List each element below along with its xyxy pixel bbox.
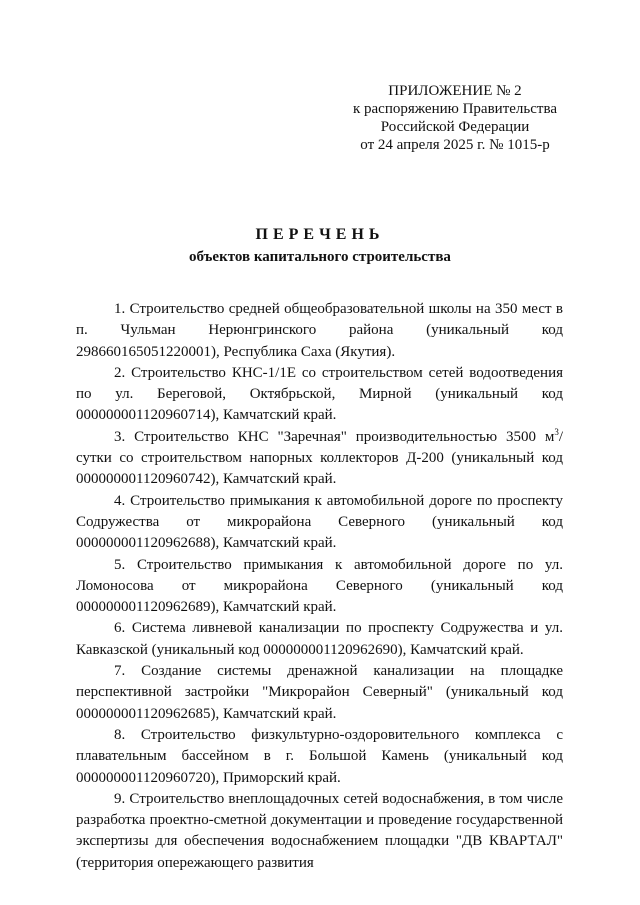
appendix-line: Российской Федерации xyxy=(380,119,530,135)
document-subtitle: объектов капитального строительства xyxy=(189,249,451,265)
list-item: 6. Система ливневой канализации по проспекту Содружества и ул. Кавказской (уникальный код 000000001120962690), Камчатский край. xyxy=(76,620,563,658)
list-item: 5. Строительство примыкания к автомобильной дороге по ул. Ломоносова от микрорайона Северного (уникальный код 000000001120962689), Камчатский край. xyxy=(76,556,563,616)
list-item: 1. Строительство средней общеобразовательной школы на 350 мест в п. Чульман Нерюнгринского района (уникальный код 298660165051220001), Республика Саха (Якутия). xyxy=(76,301,563,360)
list-item: 2. Строительство КНС-1/1Е со строительством сетей водоотведения по ул. Береговой, Октябрьской, Мирной (уникальный код 000000001120960714), Камчатский край. xyxy=(76,364,563,424)
items-list xyxy=(76,299,563,874)
document-title: ПЕРЕЧЕНЬ xyxy=(255,226,385,243)
list-item: 9. Строительство внеплощадочных сетей водоснабжения, в том числе разработка проектно-сметной документации и проведение государственной экспертизы для обеспечения водоснабжением площадки "ДВ КВАРТАЛ" (территория опережающего развития xyxy=(76,790,563,871)
appendix-line: к распоряжению Правительства xyxy=(352,101,557,117)
appendix-header xyxy=(330,82,580,154)
appendix-line: от 24 апреля 2025 г. № 1015-р xyxy=(360,137,550,153)
appendix-line: ПРИЛОЖЕНИЕ № 2 xyxy=(388,83,522,99)
list-item: 8. Строительство физкультурно-оздоровительного комплекса с плавательным бассейном в г. Большой Камень (уникальный код 000000001120960720), Приморский край. xyxy=(76,726,563,786)
list-item: 4. Строительство примыкания к автомобильной дороге по проспекту Содружества от микрорайона Северного (уникальный код 000000001120962688), Камчатский край. xyxy=(76,492,563,552)
list-item: 3. Строительство КНС "Заречная" производительностью 3500 $м^3$/сутки со строительством напорных коллекторов Д-200 (уникальный код 000000001120960742), Камчатский край. xyxy=(76,426,563,488)
list-item: 7. Создание системы дренажной канализации на площадке перспективной застройки "Микрорайон Северный" (уникальный код 000000001120962685), Камчатский край. xyxy=(76,663,563,722)
